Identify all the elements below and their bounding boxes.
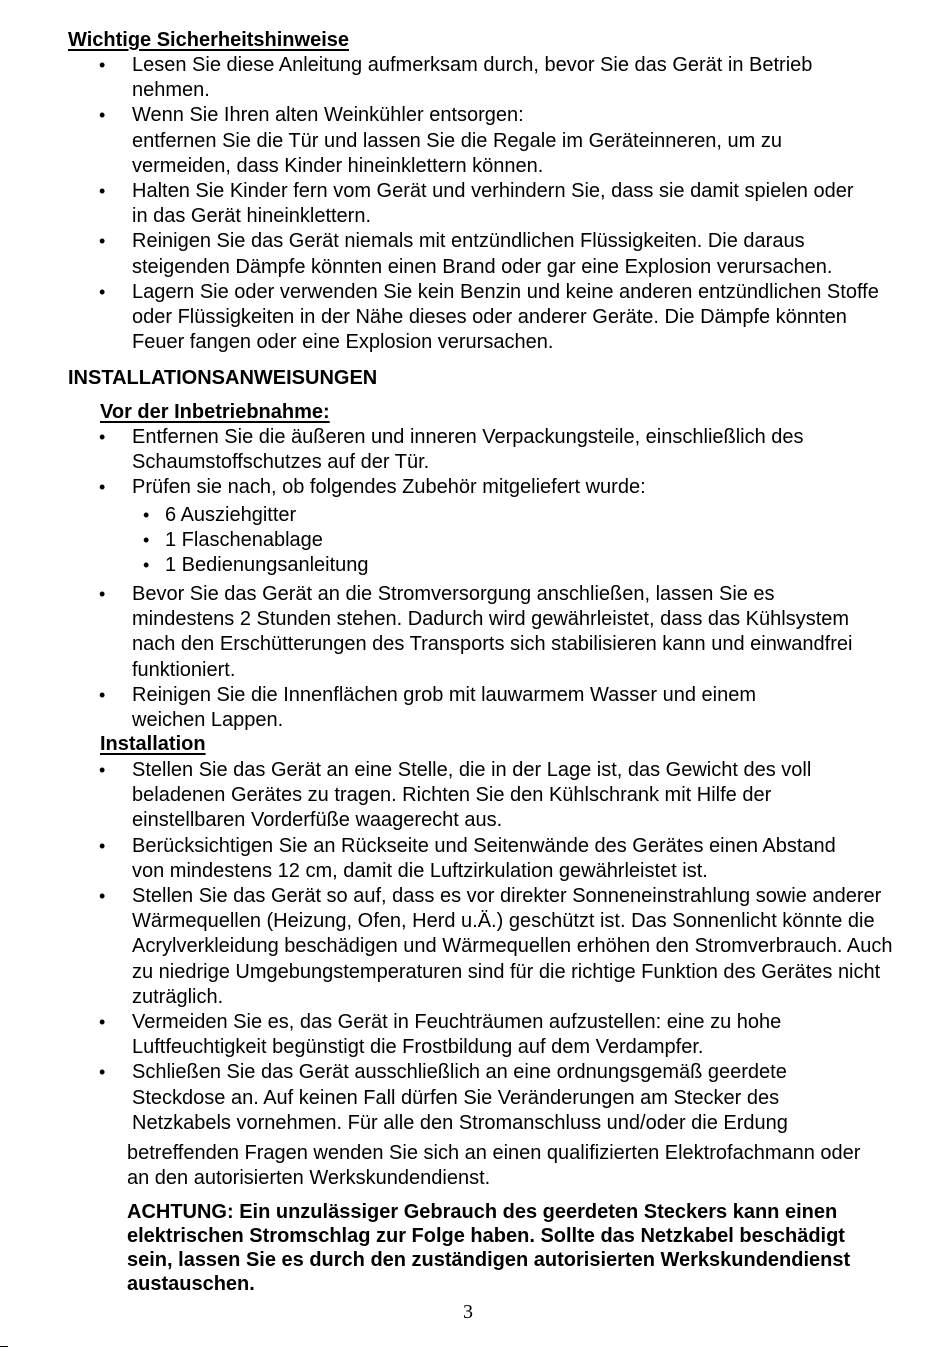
list-item	[99, 1010, 899, 1060]
before-use-title: Vor der Inbetriebnahme:	[100, 401, 330, 423]
bullet-icon: •	[99, 885, 106, 906]
bullet-icon: •	[99, 180, 106, 201]
list-item	[143, 503, 543, 528]
accessory-2: 1 Flaschenablage	[165, 529, 323, 552]
safety-item-1: Lesen Sie diese Anleitung aufmerksam durch, bevor Sie das Gerät in Betrieb nehmen.	[132, 54, 813, 102]
installation-item-1: Stellen Sie das Gerät an eine Stelle, die in der Lage ist, das Gewicht des voll beladenen Gerätes zu tragen. Richten Sie den Kühlschrank mit Hilfe der einstellbaren Vorderfüße waagerecht aus.	[132, 759, 812, 832]
bullet-icon: •	[99, 835, 106, 856]
page-number: 3	[463, 1301, 473, 1323]
list-item	[143, 553, 543, 578]
bullet-icon: •	[99, 427, 106, 447]
safety-title: Wichtige Sicherheitshinweise	[68, 29, 350, 51]
list-item	[99, 758, 899, 834]
corner-mark	[0, 1346, 8, 1347]
bullet-icon: •	[143, 505, 150, 525]
list-item	[99, 179, 899, 229]
accessory-1: 6 Ausziehgitter	[165, 504, 297, 526]
bullet-icon: •	[143, 530, 150, 551]
bullet-icon: •	[99, 1062, 106, 1083]
bullet-icon: •	[99, 584, 106, 604]
bullet-icon: •	[99, 231, 106, 252]
list-item	[99, 582, 899, 683]
bullet-icon: •	[99, 105, 106, 126]
safety-item-3: Halten Sie Kinder fern vom Gerät und verhindern Sie, dass sie damit spielen oder in das Gerät hineinklettern.	[132, 179, 854, 228]
bullet-icon: •	[99, 281, 106, 302]
before-use-item-2: Prüfen sie nach, ob folgendes Zubehör mitgeliefert wurde:	[132, 476, 646, 499]
list-item	[99, 475, 899, 500]
accessory-3: 1 Bedienungsanleitung	[165, 554, 369, 577]
before-use-list	[99, 425, 899, 501]
installation-item-4: Vermeiden Sie es, das Gerät in Feuchträumen aufzustellen: eine zu hohe Luftfeuchtigkeit begünstigt die Frostbildung auf dem Verdampfer.	[132, 1010, 782, 1059]
list-item	[99, 834, 899, 884]
list-item	[99, 103, 899, 179]
bullet-icon: •	[99, 477, 106, 498]
list-item	[99, 884, 899, 1010]
before-use-item-4: Reinigen Sie die Innenflächen grob mit lauwarmem Wasser und einem weichen Lappen.	[132, 683, 757, 731]
safety-item-5: Lagern Sie oder verwenden Sie kein Benzin und keine anderen entzündlichen Stoffe oder Flüssigkeiten in der Nähe dieses oder anderer Geräte. Die Dämpfe könnten Feuer fangen oder eine Explosion verursachen.	[132, 280, 879, 354]
bullet-icon: •	[99, 684, 106, 705]
safety-item-4: Reinigen Sie das Gerät niemals mit entzündlichen Flüssigkeiten. Die daraus steigenden Dämpfe könnten einen Brand oder gar eine Explosion verursachen.	[132, 230, 833, 278]
safety-list	[99, 53, 899, 355]
installation-item-2: Berücksichtigen Sie an Rückseite und Seitenwände des Gerätes einen Abstand von mindestens 12 cm, damit die Luftzirkulation gewährleistet ist.	[132, 834, 836, 882]
installation-item-3: Stellen Sie das Gerät so auf, dass es vor direkter Sonneneinstrahlung sowie anderer Wärmequellen (Heizung, Ofen, Herd u.Ä.) geschützt ist. Das Sonnenlicht könnte die Acrylverkleidung beschädigen und Wärmequellen erhöhen den Stromverbrauch. Auch zu niedrige Umgebungstemperaturen sind für die richtige Funktion des Gerätes nicht zuträglich.	[132, 884, 893, 1008]
list-item	[99, 229, 899, 279]
list-item	[99, 280, 899, 356]
before-use-list-continued	[99, 582, 899, 733]
list-item	[99, 53, 899, 103]
safety-item-2: Wenn Sie Ihren alten Weinkühler entsorgen: entfernen Sie die Tür und lassen Sie die Regale im Geräteinneren, um zu vermeiden, dass Kinder hineinklettern können.	[132, 104, 783, 177]
before-use-item-1: Entfernen Sie die äußeren und inneren Verpackungsteile, einschließlich des Schaumstoffschutzes auf der Tür.	[132, 426, 804, 474]
warning-notice: ACHTUNG: Ein unzulässiger Gebrauch des geerdeten Steckers kann einen elektrischen Stromschlag zur Folge haben. Sollte das Netzkabel beschädigt sein, lassen Sie es durch den zuständigen autorisierten Werkskundendienst austauschen.	[127, 1201, 851, 1295]
installation-title: Installation	[100, 733, 206, 755]
installation-item-5: Schließen Sie das Gerät ausschließlich an eine ordnungsgemäß geerdete Steckdose an. Auf keinen Fall dürfen Sie Veränderungen am Stecker des Netzkabels vornehmen. Für alle den Stromanschluss und/oder die Erdung	[132, 1061, 788, 1134]
list-item	[99, 425, 899, 475]
bullet-icon: •	[143, 555, 150, 576]
list-item	[99, 1060, 899, 1136]
before-use-item-3: Bevor Sie das Gerät an die Stromversorgung anschließen, lassen Sie es mindestens 2 Stunden stehen. Dadurch wird gewährleistet, dass das Kühlsystem nach den Erschütterungen des Transports sich stabilisieren kann und einwandfrei funktioniert.	[132, 583, 853, 681]
accessories-list	[143, 503, 543, 579]
bullet-icon: •	[99, 760, 106, 780]
installation-instructions-title: INSTALLATIONSANWEISUNGEN	[68, 367, 378, 389]
bullet-icon: •	[99, 55, 106, 75]
installation-continuation: betreffenden Fragen wenden Sie sich an einen qualifizierten Elektrofachmann oder an den autorisierten Werkskundendienst.	[127, 1142, 861, 1190]
bullet-icon: •	[99, 1011, 106, 1032]
list-item	[99, 683, 899, 733]
list-item	[143, 528, 543, 553]
installation-list	[99, 758, 899, 1136]
